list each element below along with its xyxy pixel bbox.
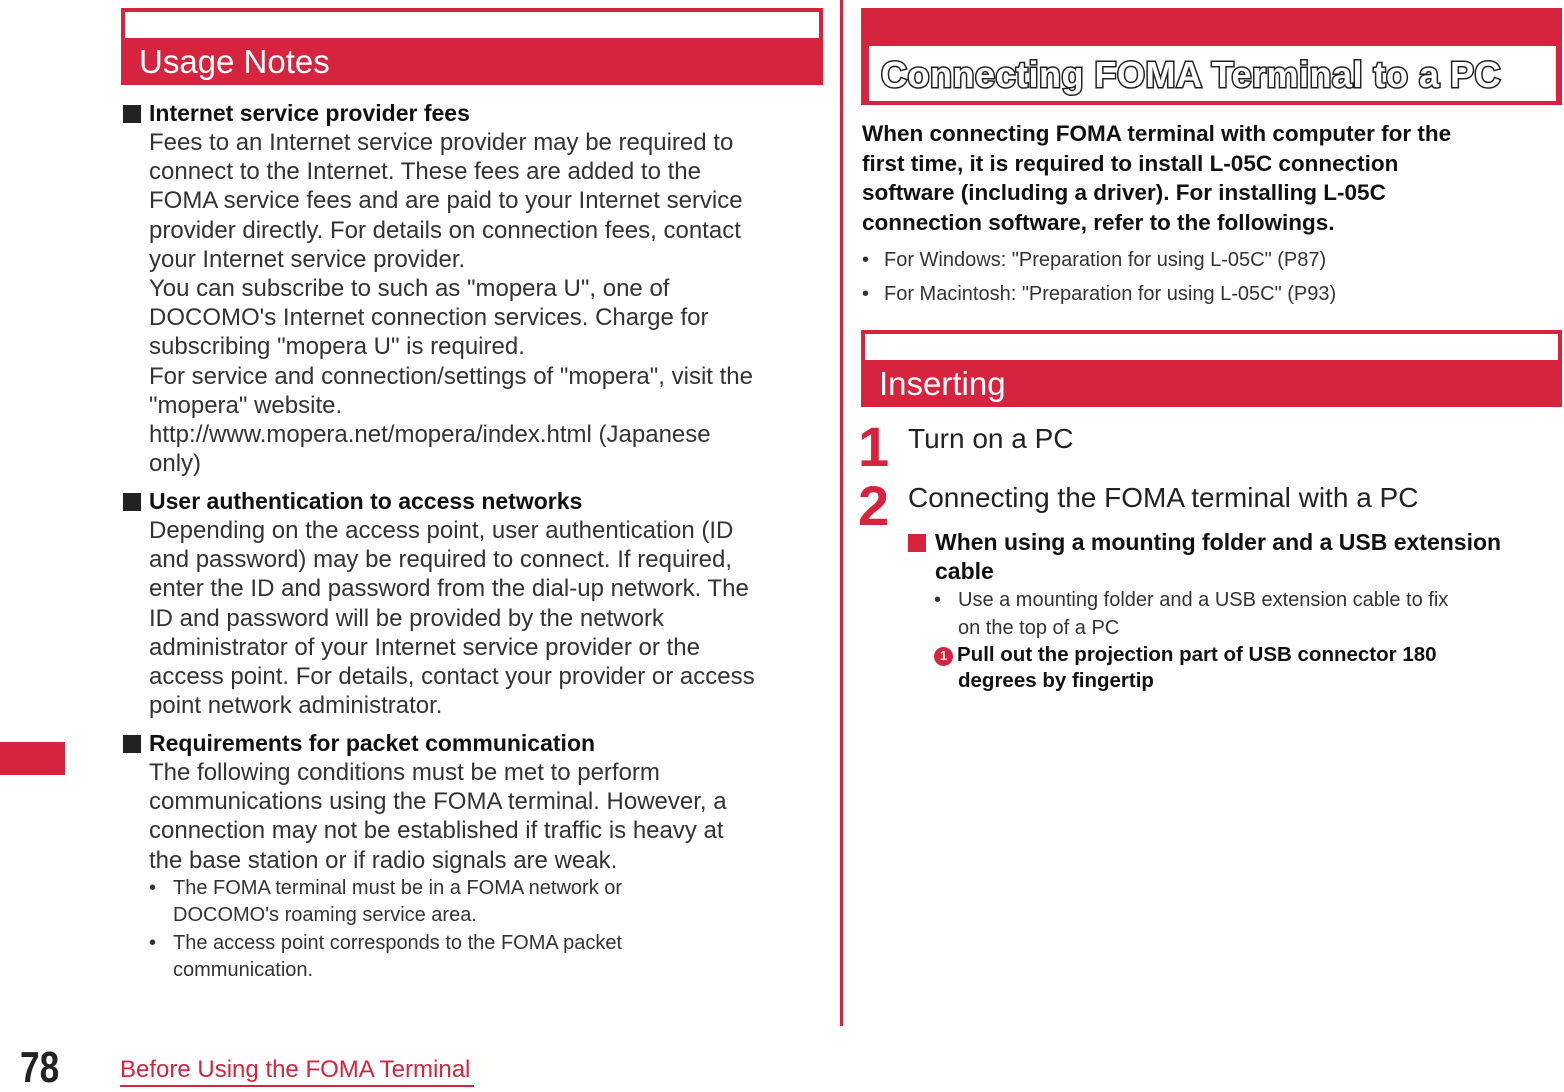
connecting-intro: When connecting FOMA terminal with computer for the first time, it is required to install L-05C connection software (including a driver). For installing L-05C connection software, refer to the followings. [862, 121, 1452, 235]
step-text: Connecting the FOMA terminal with a PC [908, 482, 1419, 513]
list-item: • For Windows: "Preparation for using L-05C" (P87) [862, 243, 1552, 277]
os-reference-list [862, 243, 1552, 311]
page-number: 78 [20, 1043, 60, 1092]
header-white-strip [865, 334, 1558, 360]
section-heading-packet-requirements: Requirements for packet communication [123, 729, 595, 757]
inserting-title: Inserting [879, 365, 1006, 402]
square-bullet-icon [123, 105, 141, 123]
mopera-url: http://www.mopera.net/mopera/index.html (Japanese [149, 421, 711, 449]
list-item: • Use a mounting folder and a USB extension cable to fix on the top of a PC [934, 586, 1559, 642]
section-heading-isp-fees: Internet service provider fees [123, 99, 470, 127]
step-number: 2 [858, 474, 890, 537]
connecting-header [861, 8, 1562, 105]
connecting-header-box [867, 44, 1558, 103]
square-bullet-icon [908, 534, 926, 552]
packet-requirements-bullets [149, 875, 829, 985]
numbered-step: 1 Pull out the projection part of USB connector 180 degrees by fingertip [934, 642, 1554, 694]
column-divider [840, 0, 843, 1026]
footer-section-title: Before Using the FOMA Terminal [120, 1055, 474, 1087]
isp-fees-text: Fees to an Internet service provider may be required to connect to the Internet. These fees are added to the FOMA service fees and are paid to your Internet service provider directly. For details on connection fees, contact your Internet service provider. You can subscribe to such as "mopera U", one of DOCOMO's Internet connection services. Charge for subscribing "mopera U" is required. For service and connection/settings of "mopera", visit the "mopera" website. http://www.mopera.net/mopera/index.html (Japanese only) [149, 128, 821, 478]
chapter-side-tab [0, 742, 65, 775]
mounting-folder-heading: When using a mounting folder and a USB extension cable [908, 528, 1558, 586]
section-heading-user-auth: User authentication to access networks [123, 487, 582, 515]
usage-notes-header [121, 8, 823, 85]
packet-requirements-text: The following conditions must be met to perform communications using the FOMA terminal. However, a connection may not be established if traffic is heavy at the base station or if radio signals are weak. [149, 759, 727, 874]
list-item: • For Macintosh: "Preparation for using L-05C" (P93) [862, 277, 1552, 311]
square-bullet-icon [123, 493, 141, 511]
connecting-title: Connecting FOMA Terminal to a PC [881, 54, 1502, 95]
inserting-header [861, 330, 1562, 407]
step-number: 1 [858, 415, 890, 478]
list-item: • The access point corresponds to the FOMA packet communication. [149, 930, 829, 984]
square-bullet-icon [123, 735, 141, 753]
circled-number-icon: 1 [934, 647, 953, 666]
header-white-strip [125, 12, 819, 38]
mounting-folder-bullet [934, 586, 1559, 642]
step-text: Turn on a PC [908, 423, 1074, 454]
user-auth-text: Depending on the access point, user authentication (ID and password) may be required to connect. If required, enter the ID and password from the dial-up network. The ID and password will be provided by the network administrator of your Internet service provider or the access point. For details, contact your provider or access point network administrator. [149, 517, 755, 720]
usage-notes-title: Usage Notes [139, 43, 330, 80]
list-item: • The FOMA terminal must be in a FOMA network or DOCOMO's roaming service area. [149, 875, 829, 929]
